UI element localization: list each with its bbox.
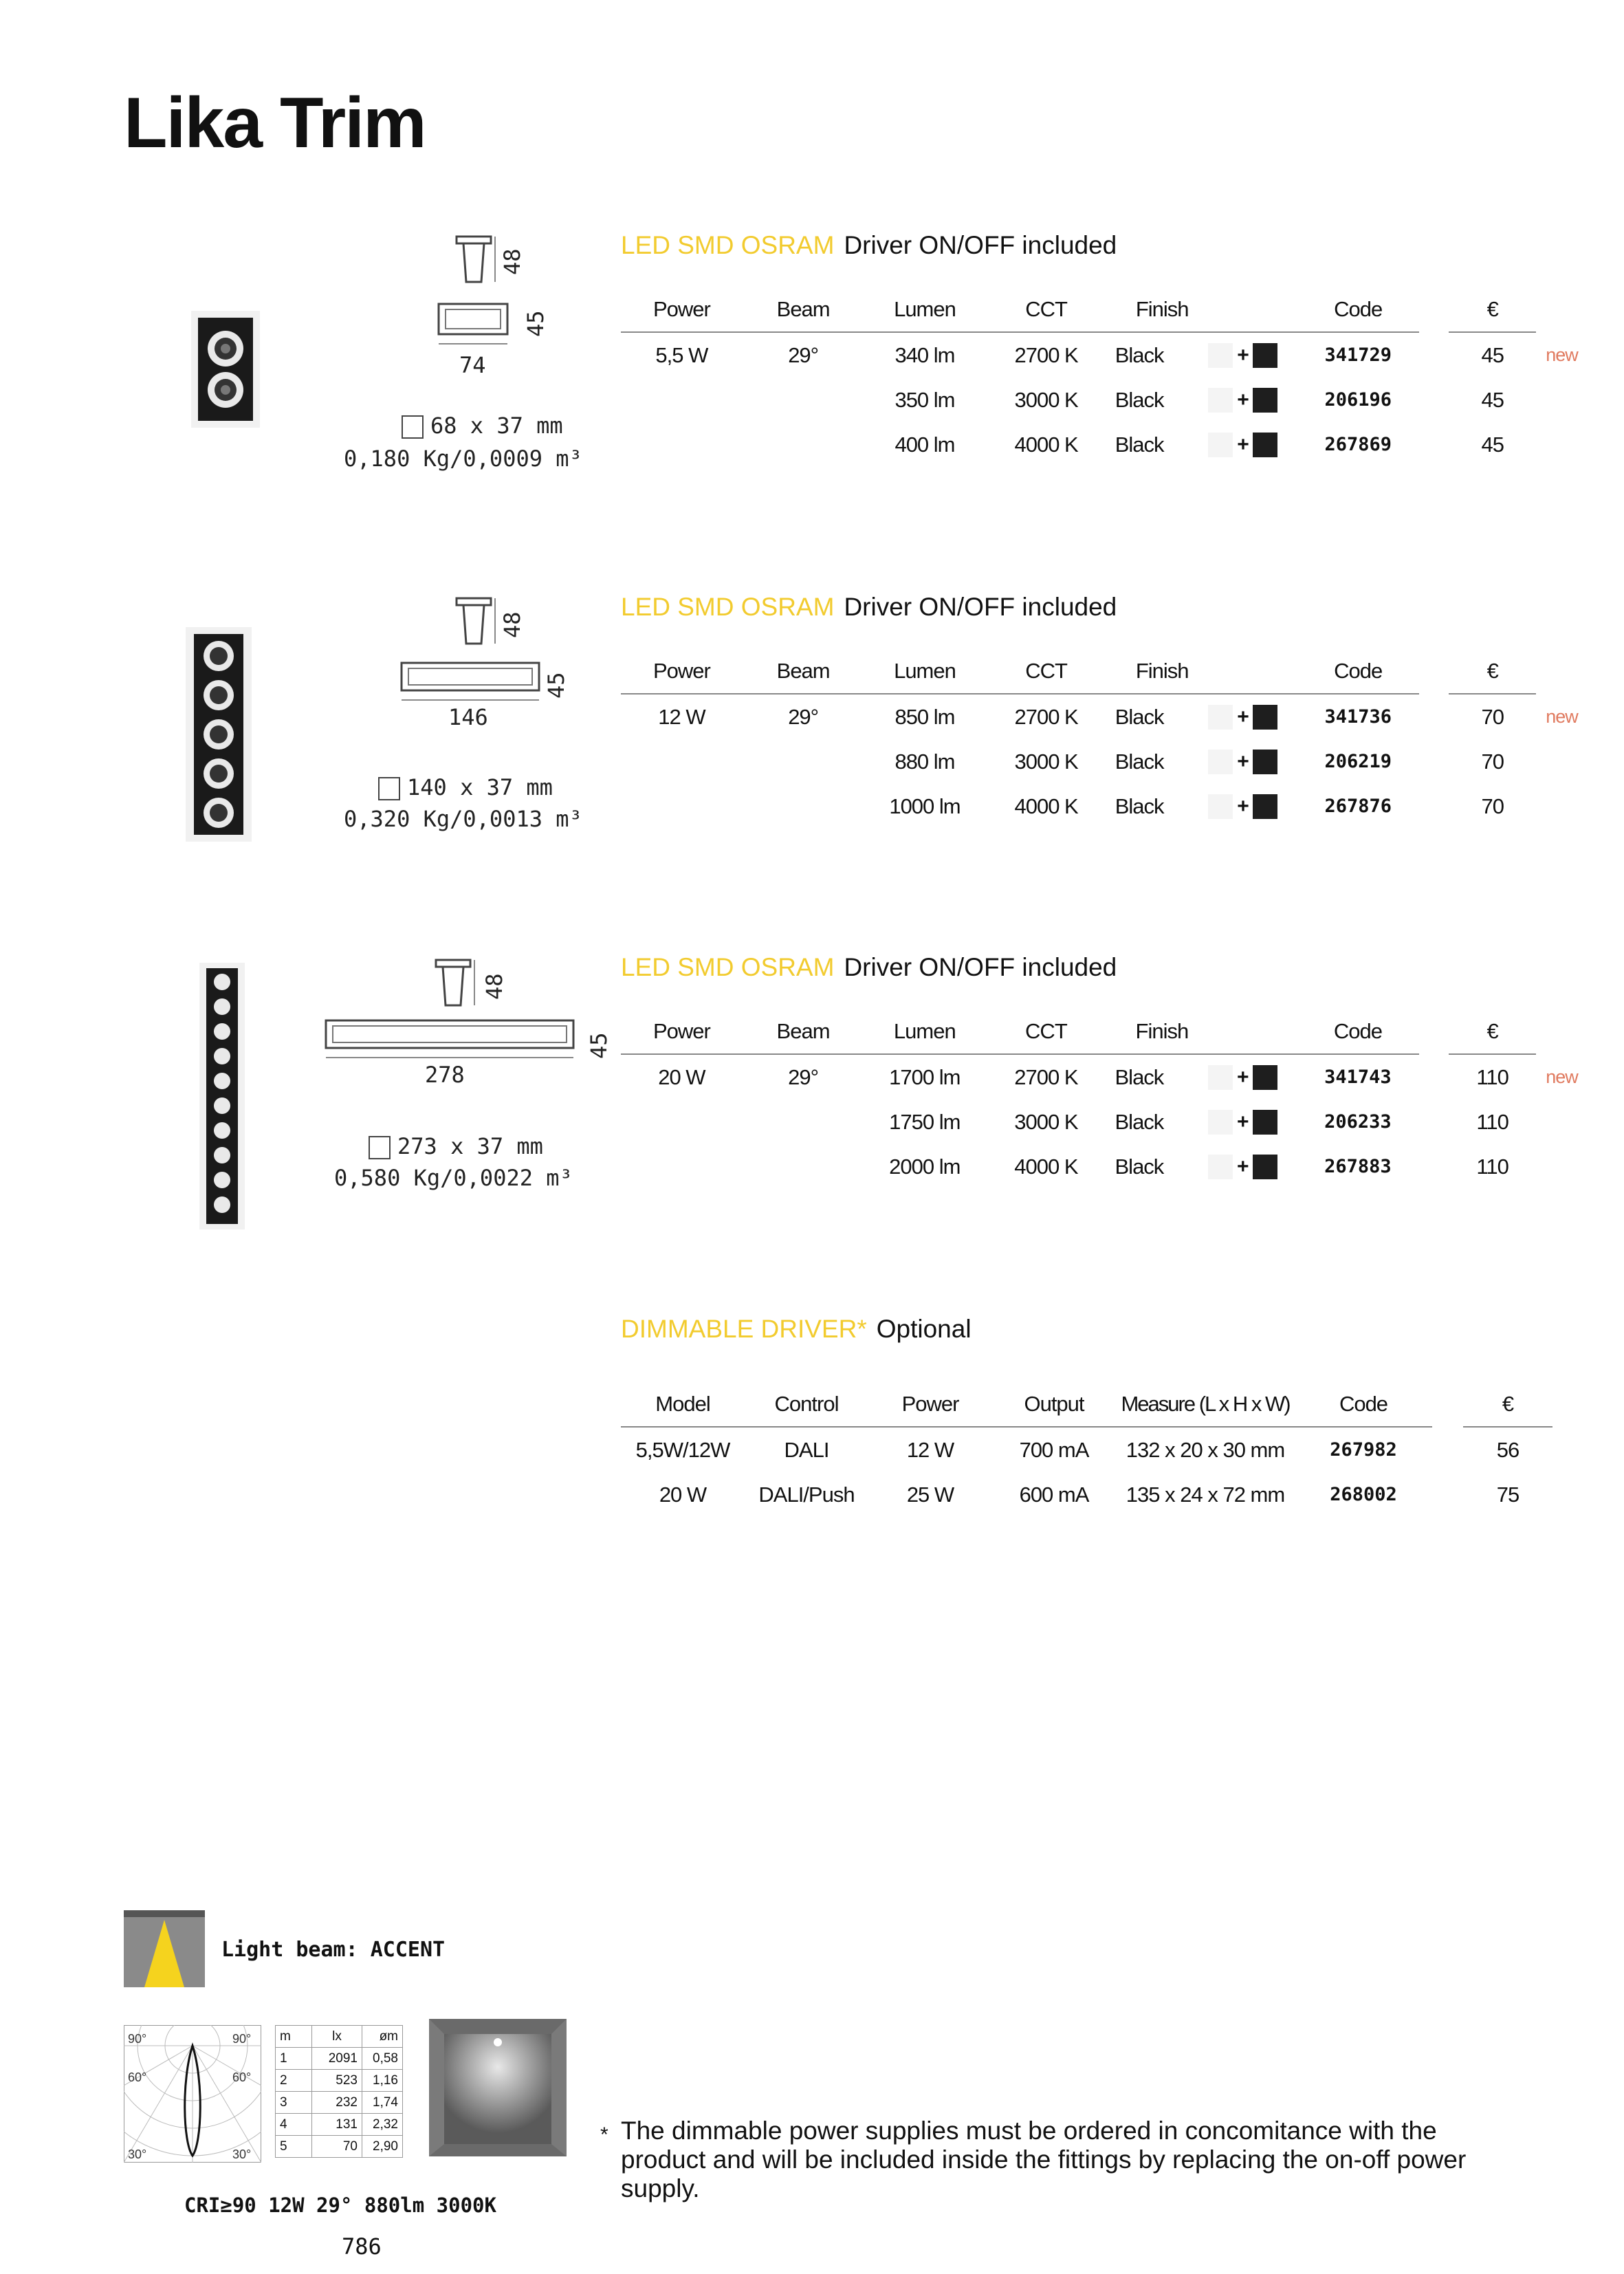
front-drawing-1 (436, 300, 512, 348)
table-row: 5,5 W 29° 340 lm 2700 K Black + 341729 45 new (621, 332, 1624, 378)
finish-swatch: + (1189, 784, 1297, 829)
col-power: Power (621, 287, 743, 332)
weight-volume-3: 0,580 Kg/0,0022 m³ (334, 1165, 573, 1191)
table-header (621, 287, 1624, 332)
product-photo-2 (186, 627, 252, 842)
new-badge: new (1546, 706, 1578, 727)
dim-depth-3: 45 (586, 1032, 612, 1059)
table-row: 350 lm 3000 K Black + 206196 45 (621, 378, 1624, 422)
dim-depth-2: 45 (543, 672, 569, 699)
footnote-text: The dimmable power supplies must be ordered in concomitance with the product and will be included inside the fittings by replacing the on-off power supply. (621, 2117, 1467, 2202)
table-row: 3 232 1,74 (276, 2092, 403, 2114)
col-price: € (1449, 287, 1536, 332)
finish-swatch: + (1189, 422, 1297, 467)
dim-width-3: 278 (425, 1062, 465, 1088)
angle-label: 60° (128, 2070, 147, 2084)
recessed-icon (378, 777, 400, 800)
angle-label: 90° (128, 2032, 147, 2046)
product-table-1 (621, 287, 1624, 467)
page-number: 786 (342, 2233, 382, 2260)
side-drawing-3 (433, 957, 488, 1012)
product-photo-3 (199, 963, 245, 1229)
recessed-icon (369, 1136, 391, 1159)
light-render-image (429, 2019, 567, 2156)
polar-diagram (124, 2025, 261, 2163)
table-row: 880 lm 3000 K Black + 206219 70 (621, 739, 1624, 784)
table-row: 20 W DALI/Push 25 W 600 mA 135 x 24 x 72 mm 268002 75 (659, 1482, 1519, 1507)
table-row: 2 523 1,16 (276, 2070, 403, 2092)
table-header: Power Beam Lumen CCT Finish Code € (621, 649, 1624, 694)
cutout-3: 273 x 37 mm (369, 1133, 543, 1159)
dim-height-1: 48 (499, 248, 525, 275)
col-beam: Beam (743, 287, 864, 332)
dim-depth-1: 45 (523, 310, 549, 337)
light-beam-label: Light beam: ACCENT (221, 1938, 446, 1962)
recessed-icon (402, 415, 424, 439)
finish-swatch: + (1188, 1054, 1297, 1100)
table-header: m lx øm (276, 2026, 403, 2048)
finish-swatch: + (1189, 378, 1297, 422)
angle-label: 30° (232, 2147, 252, 2161)
col-code: Code (1297, 287, 1419, 332)
table-row: 1000 lm 4000 K Black + 267876 70 (621, 784, 1624, 829)
front-drawing-3 (323, 1016, 578, 1064)
asterisk: * (600, 2123, 608, 2146)
product-photo-1 (191, 311, 260, 428)
table-row: 1 2091 0,58 (276, 2048, 403, 2070)
table-row: 400 lm 4000 K Black + 267869 45 (621, 422, 1624, 467)
dim-height-3: 48 (481, 973, 507, 1000)
section-heading-1: LED SMD OSRAM Driver ON/OFF included (621, 231, 1117, 259)
table-header: Model Control Power Output Measure (L x H x W) Code € (621, 1382, 1552, 1427)
section-heading-2: LED SMD OSRAM Driver ON/OFF included (621, 593, 1117, 621)
table-row: 4 131 2,32 (276, 2114, 403, 2136)
front-drawing-2 (399, 659, 543, 707)
col-lumen: Lumen (864, 287, 985, 332)
cutout-2: 140 x 37 mm (378, 774, 553, 800)
finish-swatch: + (1189, 694, 1297, 739)
dim-height-2: 48 (499, 611, 525, 638)
dim-width-1: 74 (459, 352, 486, 378)
table-row: 20 W 29° 1700 lm 2700 K Black + 341743 110 new (621, 1054, 1624, 1100)
product-table-3 (621, 1009, 1624, 1189)
table-row: 5,5W/12W DALI 12 W 700 mA 132 x 20 x 30 mm 267982 56 (635, 1437, 1519, 1462)
finish-swatch: + (1188, 1100, 1297, 1144)
col-cct: CCT (986, 287, 1107, 332)
angle-label: 60° (232, 2070, 252, 2084)
light-beam-icon (124, 1910, 205, 1987)
table-row: 5 70 2,90 (276, 2136, 403, 2158)
dim-width-2: 146 (448, 704, 488, 730)
table-row: 2000 lm 4000 K Black + 267883 110 (621, 1144, 1624, 1189)
table-row: 12 W 29° 850 lm 2700 K Black + 341736 70 new (621, 694, 1624, 739)
new-badge: new (1546, 344, 1578, 365)
finish-swatch: + (1189, 332, 1297, 378)
section-heading-3: LED SMD OSRAM Driver ON/OFF included (621, 953, 1117, 981)
driver-heading: DIMMABLE DRIVER* Optional (621, 1315, 972, 1343)
cutout-1: 68 x 37 mm (402, 413, 563, 439)
page-title: Lika Trim (124, 83, 426, 163)
weight-volume-1: 0,180 Kg/0,0009 m³ (344, 446, 582, 472)
weight-volume-2: 0,320 Kg/0,0013 m³ (344, 806, 582, 832)
photometry-caption: CRI≥90 12W 29° 880lm 3000K (184, 2194, 496, 2217)
table-header: Power Beam Lumen CCT Finish Code € (621, 1009, 1624, 1054)
footnote (602, 2117, 1516, 2203)
illuminance-table (275, 2025, 403, 2158)
col-finish: Finish (1107, 287, 1189, 332)
new-badge: new (1546, 1066, 1578, 1087)
finish-swatch: + (1189, 739, 1297, 784)
angle-label: 30° (128, 2147, 147, 2161)
table-row: 1750 lm 3000 K Black + 206233 110 (621, 1100, 1624, 1144)
angle-label: 90° (232, 2032, 252, 2046)
driver-table (621, 1382, 1552, 1517)
finish-swatch: + (1188, 1144, 1297, 1189)
product-table-2 (621, 649, 1624, 829)
